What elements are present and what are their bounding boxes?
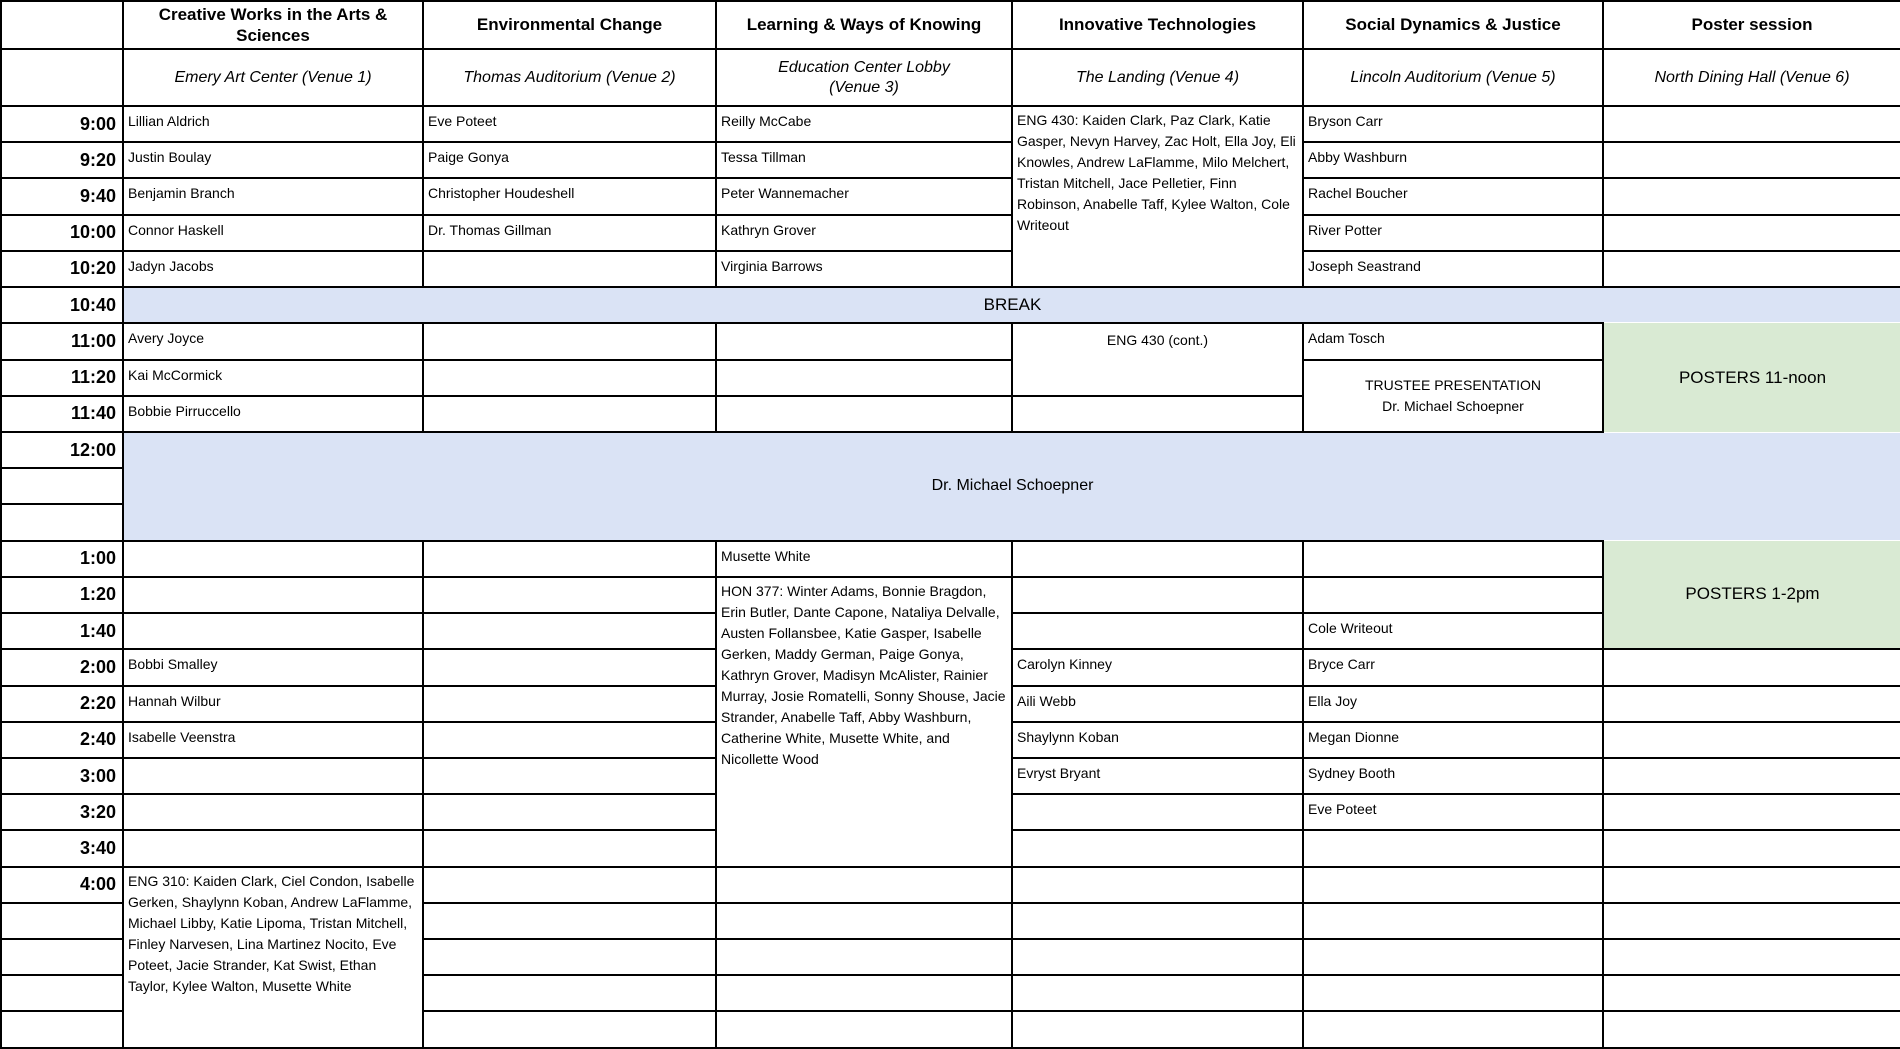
schedule-cell-v5-900: Bryson Carr bbox=[1303, 106, 1603, 142]
schedule-cell-v3-1000: Kathryn Grover bbox=[716, 215, 1012, 251]
empty-cell bbox=[716, 903, 1012, 939]
empty-cell bbox=[423, 1011, 716, 1048]
track-header-2: Environmental Change bbox=[423, 1, 716, 49]
schedule-cell-v1-1140: Bobbie Pirruccello bbox=[123, 396, 423, 432]
schedule-cell-v1-920: Justin Boulay bbox=[123, 142, 423, 178]
time-cell bbox=[1, 903, 123, 939]
venue-header-6: North Dining Hall (Venue 6) bbox=[1603, 49, 1900, 106]
schedule-cell-v2-940: Christopher Houdeshell bbox=[423, 178, 716, 214]
time-cell: 11:20 bbox=[1, 360, 123, 396]
schedule-cell-v1-1400: Bobbi Smalley bbox=[123, 649, 423, 685]
empty-cell bbox=[1603, 178, 1900, 214]
empty-cell bbox=[1303, 903, 1603, 939]
empty-cell bbox=[1303, 939, 1603, 975]
empty-cell bbox=[423, 830, 716, 866]
schedule-cell-v1-940: Benjamin Branch bbox=[123, 178, 423, 214]
schedule-cell-v4-1400: Carolyn Kinney bbox=[1012, 649, 1303, 685]
empty-cell bbox=[716, 867, 1012, 903]
time-cell: 9:00 bbox=[1, 106, 123, 142]
empty-cell bbox=[423, 613, 716, 649]
empty-cell bbox=[1603, 1011, 1900, 1048]
schedule-cell-v2-920: Paige Gonya bbox=[423, 142, 716, 178]
venue-header-2: Thomas Auditorium (Venue 2) bbox=[423, 49, 716, 106]
schedule-cell-v2-900: Eve Poteet bbox=[423, 106, 716, 142]
time-cell bbox=[1, 939, 123, 975]
schedule-cell-v3-920: Tessa Tillman bbox=[716, 142, 1012, 178]
empty-cell bbox=[1603, 251, 1900, 287]
empty-cell bbox=[716, 975, 1012, 1011]
empty-cell bbox=[1603, 106, 1900, 142]
schedule-cell-v1-1420: Hannah Wilbur bbox=[123, 686, 423, 722]
time-cell: 1:20 bbox=[1, 577, 123, 613]
trustee-line-1: TRUSTEE PRESENTATION bbox=[1364, 377, 1542, 394]
empty-cell bbox=[1603, 794, 1900, 830]
empty-cell bbox=[1012, 903, 1303, 939]
hon377-cell: HON 377: Winter Adams, Bonnie Bragdon, Erin Butler, Dante Capone, Nataliya Delvalle, Austen Follansbee, Katie Gasper, Isabelle Gerken, Maddy German, Paige Gonya, Kathryn Grover, Madisyn McAlister, Rainier Murray, Josie Romatelli, Sonny Shouse, Jacie Strander, Anabelle Taff, Abby Washburn, Catherine White, Musette White, and Nicollette Wood bbox=[716, 577, 1012, 867]
venue-header-3 bbox=[716, 49, 1012, 106]
eng310-cell: ENG 310: Kaiden Clark, Ciel Condon, Isabelle Gerken, Shaylynn Koban, Andrew LaFlamme, Michael Libby, Katie Lipoma, Tristan Mitchell, Finley Narvesen, Lina Martinez Nocito, Eve Poteet, Jacie Strander, Kat Swist, Ethan Taylor, Kylee Walton, Musette White bbox=[123, 867, 423, 1048]
schedule-cell-v5-1340: Cole Writeout bbox=[1303, 613, 1603, 649]
empty-cell bbox=[1603, 939, 1900, 975]
venue-header-3-text: Education Center Lobby (Venue 3) bbox=[778, 59, 950, 96]
time-cell: 10:40 bbox=[1, 287, 123, 323]
empty-cell bbox=[716, 323, 1012, 359]
track-header-3: Learning & Ways of Knowing bbox=[716, 1, 1012, 49]
trustee-line-2: Dr. Michael Schoepner bbox=[1382, 397, 1524, 414]
empty-cell bbox=[1012, 577, 1303, 613]
empty-cell bbox=[123, 613, 423, 649]
empty-cell bbox=[1303, 830, 1603, 866]
time-cell: 10:00 bbox=[1, 215, 123, 251]
schedule-cell-v5-920: Abby Washburn bbox=[1303, 142, 1603, 178]
schedule-cell-v1-1100: Avery Joyce bbox=[123, 323, 423, 359]
keynote-band: Dr. Michael Schoepner bbox=[123, 432, 1900, 541]
empty-cell bbox=[1603, 142, 1900, 178]
time-cell: 1:00 bbox=[1, 541, 123, 577]
time-cell: 3:00 bbox=[1, 758, 123, 794]
empty-cell bbox=[423, 396, 716, 432]
posters-pm-block: POSTERS 1-2pm bbox=[1603, 541, 1900, 650]
track-header-4: Innovative Technologies bbox=[1012, 1, 1303, 49]
corner-cell bbox=[1, 49, 123, 106]
schedule-cell-v3-940: Peter Wannemacher bbox=[716, 178, 1012, 214]
empty-cell bbox=[1303, 541, 1603, 577]
empty-cell bbox=[423, 577, 716, 613]
time-cell bbox=[1, 504, 123, 540]
empty-cell bbox=[1012, 794, 1303, 830]
empty-cell bbox=[423, 758, 716, 794]
schedule-cell-v5-1100: Adam Tosch bbox=[1303, 323, 1603, 359]
empty-cell bbox=[423, 794, 716, 830]
track-header-5: Social Dynamics & Justice bbox=[1303, 1, 1603, 49]
time-cell: 2:20 bbox=[1, 686, 123, 722]
empty-cell bbox=[716, 396, 1012, 432]
empty-cell bbox=[1603, 830, 1900, 866]
empty-cell bbox=[1012, 867, 1303, 903]
empty-cell bbox=[1603, 722, 1900, 758]
empty-cell bbox=[423, 360, 716, 396]
empty-cell bbox=[423, 975, 716, 1011]
empty-cell bbox=[423, 867, 716, 903]
empty-cell bbox=[1603, 215, 1900, 251]
empty-cell bbox=[423, 251, 716, 287]
venue-header-4: The Landing (Venue 4) bbox=[1012, 49, 1303, 106]
empty-cell bbox=[1012, 541, 1303, 577]
track-header-1: Creative Works in the Arts & Sciences bbox=[123, 1, 423, 49]
schedule-cell-v5-1500: Sydney Booth bbox=[1303, 758, 1603, 794]
schedule-cell-v5-1520: Eve Poteet bbox=[1303, 794, 1603, 830]
empty-cell bbox=[1012, 396, 1303, 432]
time-cell: 3:40 bbox=[1, 830, 123, 866]
eng430-cell: ENG 430: Kaiden Clark, Paz Clark, Katie Gasper, Nevyn Harvey, Zac Holt, Ella Joy, Eli Knowles, Andrew LaFlamme, Milo Melchert, Tristan Mitchell, Jace Pelletier, Finn Robinson, Anabelle Taff, Kylee Walton, Cole Writeout bbox=[1012, 106, 1303, 287]
schedule-cell-v3-1300: Musette White bbox=[716, 541, 1012, 577]
empty-cell bbox=[716, 1011, 1012, 1048]
empty-cell bbox=[423, 939, 716, 975]
empty-cell bbox=[1603, 867, 1900, 903]
empty-cell bbox=[716, 939, 1012, 975]
empty-cell bbox=[123, 794, 423, 830]
empty-cell bbox=[1603, 903, 1900, 939]
corner-cell bbox=[1, 1, 123, 49]
schedule-cell-v5-1420: Ella Joy bbox=[1303, 686, 1603, 722]
empty-cell bbox=[1303, 975, 1603, 1011]
empty-cell bbox=[1603, 975, 1900, 1011]
schedule-cell-v4-1500: Evryst Bryant bbox=[1012, 758, 1303, 794]
empty-cell bbox=[423, 323, 716, 359]
time-cell: 4:00 bbox=[1, 867, 123, 903]
time-cell: 1:40 bbox=[1, 613, 123, 649]
empty-cell bbox=[123, 541, 423, 577]
schedule-cell-v3-900: Reilly McCabe bbox=[716, 106, 1012, 142]
time-cell: 11:00 bbox=[1, 323, 123, 359]
empty-cell bbox=[1012, 613, 1303, 649]
venue-header-5: Lincoln Auditorium (Venue 5) bbox=[1303, 49, 1603, 106]
schedule-cell-v5-940: Rachel Boucher bbox=[1303, 178, 1603, 214]
schedule-cell-v1-900: Lillian Aldrich bbox=[123, 106, 423, 142]
empty-cell bbox=[1012, 939, 1303, 975]
schedule-cell-v5-1440: Megan Dionne bbox=[1303, 722, 1603, 758]
schedule-cell-v2-1000: Dr. Thomas Gillman bbox=[423, 215, 716, 251]
empty-cell bbox=[423, 903, 716, 939]
time-cell: 10:20 bbox=[1, 251, 123, 287]
schedule-cell-v5-1000: River Potter bbox=[1303, 215, 1603, 251]
empty-cell bbox=[123, 758, 423, 794]
empty-cell bbox=[1012, 1011, 1303, 1048]
schedule-cell-v4-1440: Shaylynn Koban bbox=[1012, 722, 1303, 758]
schedule-cell-v4-1420: Aili Webb bbox=[1012, 686, 1303, 722]
time-cell bbox=[1, 1011, 123, 1048]
empty-cell bbox=[423, 722, 716, 758]
schedule-cell-v1-1440: Isabelle Veenstra bbox=[123, 722, 423, 758]
empty-cell bbox=[1012, 830, 1303, 866]
time-cell: 2:00 bbox=[1, 649, 123, 685]
time-cell: 11:40 bbox=[1, 396, 123, 432]
schedule-cell-v1-1120: Kai McCormick bbox=[123, 360, 423, 396]
eng430-cont-cell: ENG 430 (cont.) bbox=[1012, 323, 1303, 395]
empty-cell bbox=[123, 577, 423, 613]
time-cell: 3:20 bbox=[1, 794, 123, 830]
time-cell: 9:40 bbox=[1, 178, 123, 214]
empty-cell bbox=[1303, 867, 1603, 903]
empty-cell bbox=[1603, 758, 1900, 794]
time-cell bbox=[1, 975, 123, 1011]
time-cell: 12:00 bbox=[1, 432, 123, 468]
schedule-cell-v1-1000: Connor Haskell bbox=[123, 215, 423, 251]
track-header-6: Poster session bbox=[1603, 1, 1900, 49]
empty-cell bbox=[423, 541, 716, 577]
trustee-presentation-cell bbox=[1303, 360, 1603, 432]
time-cell: 9:20 bbox=[1, 142, 123, 178]
empty-cell bbox=[1303, 577, 1603, 613]
schedule-cell-v1-1020: Jadyn Jacobs bbox=[123, 251, 423, 287]
schedule-cell-v3-1020: Virginia Barrows bbox=[716, 251, 1012, 287]
break-band: BREAK bbox=[123, 287, 1900, 323]
empty-cell bbox=[1603, 649, 1900, 685]
empty-cell bbox=[716, 360, 1012, 396]
empty-cell bbox=[423, 686, 716, 722]
schedule-cell-v5-1020: Joseph Seastrand bbox=[1303, 251, 1603, 287]
venue-header-1: Emery Art Center (Venue 1) bbox=[123, 49, 423, 106]
empty-cell bbox=[1303, 1011, 1603, 1048]
time-cell: 2:40 bbox=[1, 722, 123, 758]
time-cell bbox=[1, 468, 123, 504]
empty-cell bbox=[423, 649, 716, 685]
empty-cell bbox=[1012, 975, 1303, 1011]
schedule-cell-v5-1400: Bryce Carr bbox=[1303, 649, 1603, 685]
empty-cell bbox=[123, 830, 423, 866]
posters-am-block: POSTERS 11-noon bbox=[1603, 323, 1900, 432]
empty-cell bbox=[1603, 686, 1900, 722]
